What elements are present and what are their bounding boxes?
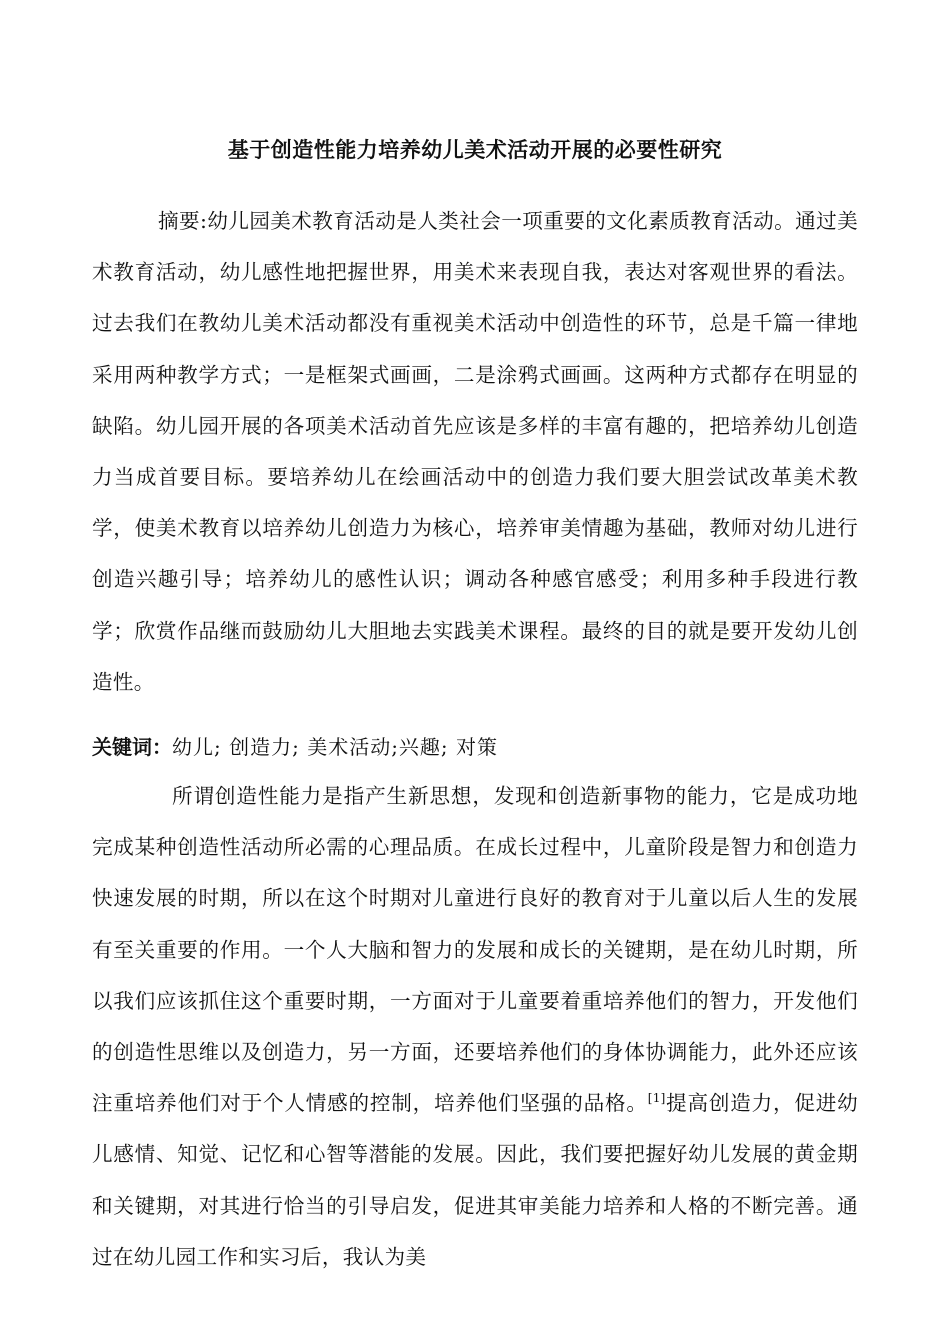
abstract-label: 摘要:	[158, 209, 208, 233]
keywords-label: 关键词：	[92, 735, 172, 759]
keywords-line	[92, 731, 858, 763]
abstract-paragraph	[92, 196, 858, 708]
intro-text-part2: 提高创造力，促进幼儿感情、知觉、记忆和心智等潜能的发展。因此，我们要把握好幼儿发展的黄金期和关键期，对其进行恰当的引导启发，促进其审美能力培养和人格的不断完善。通过在幼儿园工作和实习后，我认为美	[92, 1091, 859, 1269]
citation-marker[interactable]: [1]	[647, 1091, 666, 1106]
document-title: 基于创造性能力培养幼儿美术活动开展的必要性研究	[227, 138, 723, 162]
abstract-text: 幼儿园美术教育活动是人类社会一项重要的文化素质教育活动。通过美术教育活动，幼儿感性地把握世界，用美术来表现自我，表达对客观世界的看法。过去我们在教幼儿美术活动都没有重视美术活动中创造性的环节，总是千篇一律地采用两种教学方式；一是框架式画画，二是涂鸦式画画。这两种方式都存在明显的缺陷。幼儿园开展的各项美术活动首先应该是多样的丰富有趣的，把培养幼儿创造力当成首要目标。要培养幼儿在绘画活动中的创造力我们要大胆尝试改革美术教学，使美术教育以培养幼儿创造力为核心，培养审美情趣为基础，教师对幼儿进行创造兴趣引导；培养幼儿的感性认识；调动各种感官感受；利用多种手段进行教学；欣赏作品继而鼓励幼儿大胆地去实践美术课程。最终的目的就是要开发幼儿创造性。	[92, 209, 859, 694]
intro-text-part1: 所谓创造性能力是指产生新思想，发现和创造新事物的能力，它是成功地完成某种创造性活动所必需的心理品质。在成长过程中，儿童阶段是智力和创造力快速发展的时期，所以在这个时期对儿童进行良好的教育对于儿童以后人生的发展有至关重要的作用。一个人大脑和智力的发展和成长的关键期，是在幼儿时期，所以我们应该抓住这个重要时期，一方面对于儿童要着重培养他们的智力，开发他们的创造性思维以及创造力，另一方面，还要培养他们的身体协调能力，此外还应该注重培养他们对于个人情感的控制，培养他们坚强的品格。	[92, 784, 858, 1116]
intro-paragraph	[92, 771, 858, 1283]
keywords-value: 幼儿; 创造力; 美术活动;兴趣; 对策	[172, 735, 499, 759]
